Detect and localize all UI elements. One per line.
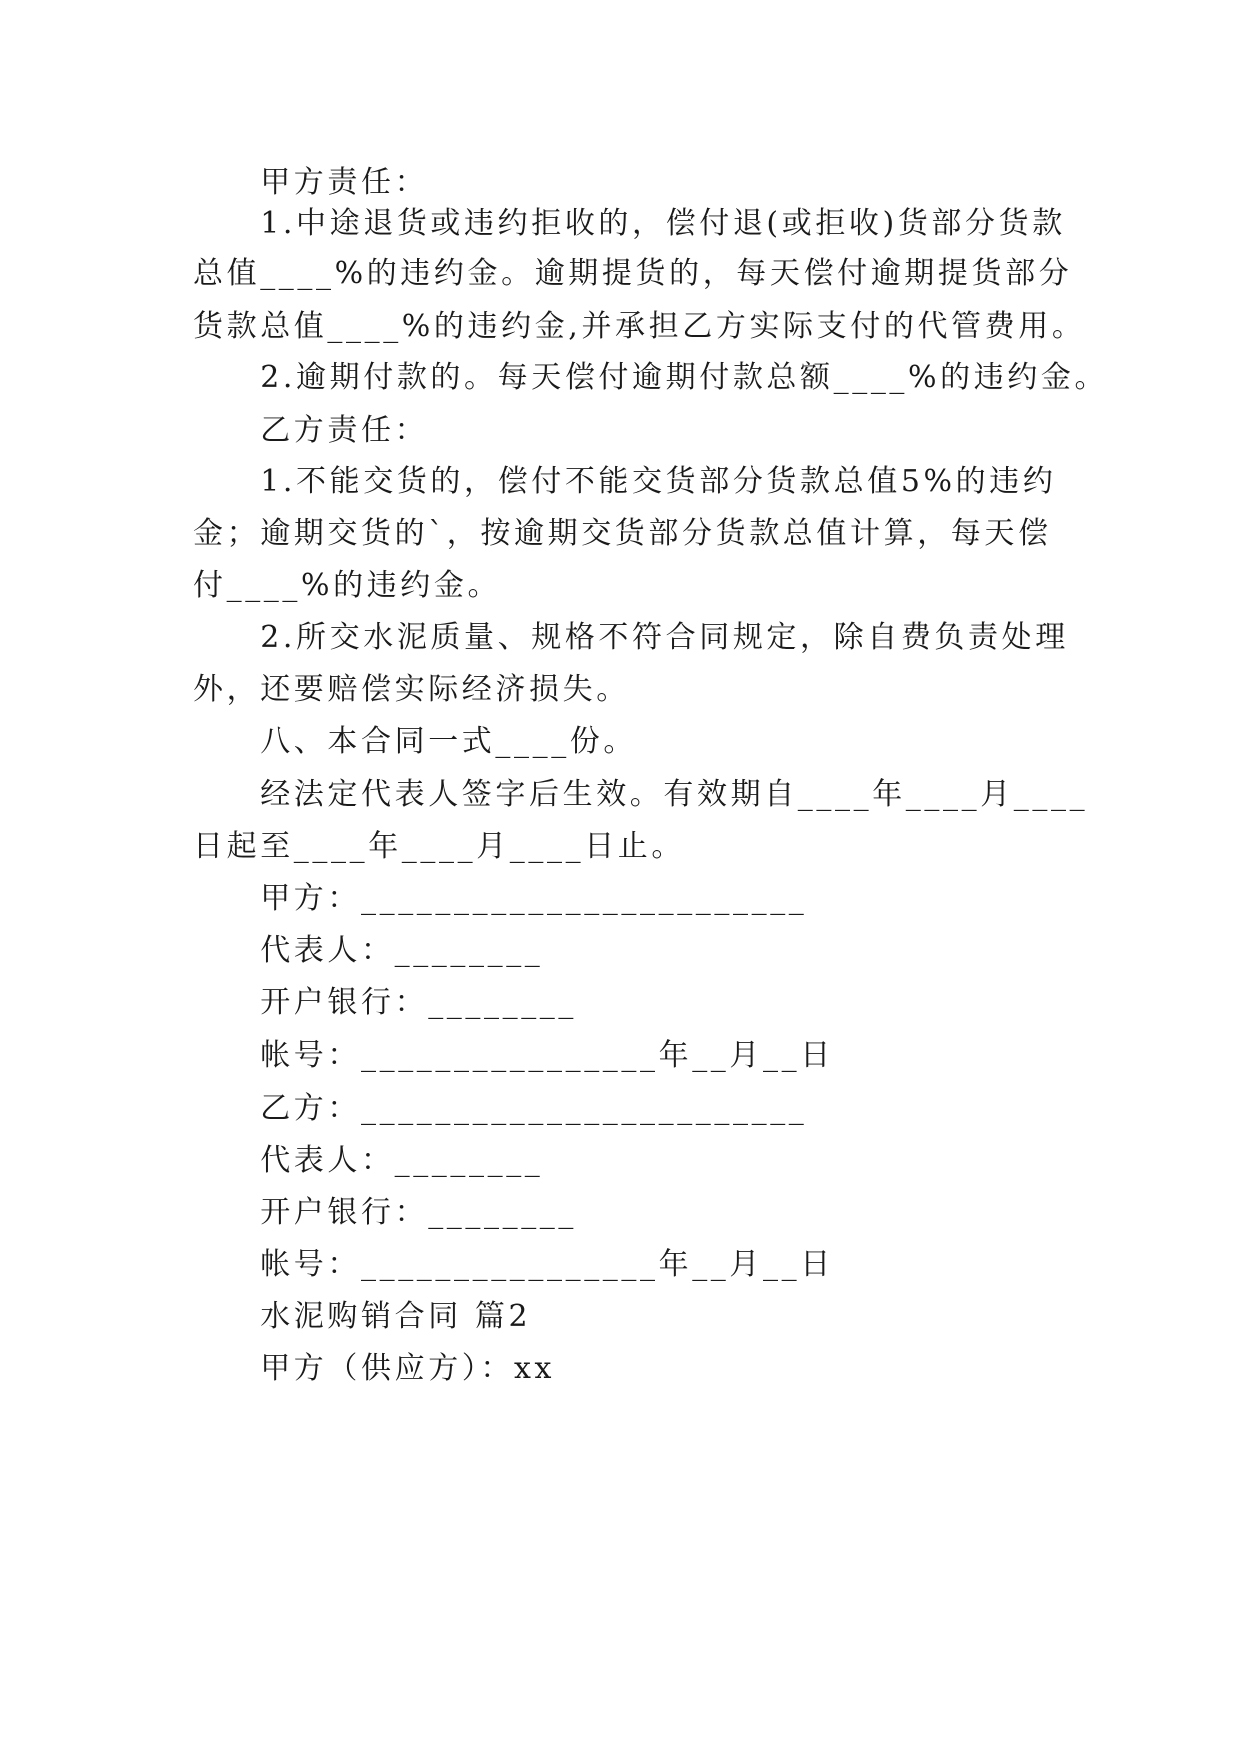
text-line: 乙方：________________________ bbox=[193, 1091, 808, 1126]
text-line: 甲方责任： bbox=[193, 165, 429, 200]
text-line: 帐号：________________年__月__日 bbox=[193, 1247, 834, 1282]
text-line: 货款总值____%的违约金,并承担乙方实际支付的代管费用。 bbox=[193, 309, 1086, 344]
text-line: 外，还要赔偿实际经济损失。 bbox=[193, 672, 630, 707]
text-line: 1.不能交货的，偿付不能交货部分货款总值5%的违约 bbox=[193, 464, 1057, 499]
text-line: 甲方（供应方）：xx bbox=[193, 1351, 556, 1386]
text-line: 代表人：________ bbox=[193, 1143, 544, 1178]
text-line: 1.中途退货或违约拒收的，偿付退(或拒收)货部分货款 bbox=[193, 206, 1066, 241]
text-line: 金；逾期交货的`，按逾期交货部分货款总值计算，每天偿 bbox=[193, 516, 1052, 551]
section-heading: 水泥购销合同 篇2 bbox=[193, 1299, 532, 1334]
text-line: 开户银行：________ bbox=[193, 985, 577, 1020]
text-line: 帐号：________________年__月__日 bbox=[193, 1038, 834, 1073]
text-line: 乙方责任： bbox=[193, 413, 429, 448]
text-line: 总值____%的违约金。逾期提货的，每天偿付逾期提货部分 bbox=[193, 256, 1073, 291]
text-line: 代表人：________ bbox=[193, 933, 544, 968]
text-line: 付____%的违约金。 bbox=[193, 568, 502, 603]
text-line: 开户银行：________ bbox=[193, 1195, 577, 1230]
text-line: 经法定代表人签字后生效。有效期自____年____月____ bbox=[193, 777, 1089, 812]
text-line: 八、本合同一式____份。 bbox=[193, 724, 637, 759]
text-line: 2.逾期付款的。每天偿付逾期付款总额____%的违约金。 bbox=[193, 360, 1109, 395]
text-line: 日起至____年____月____日止。 bbox=[193, 829, 685, 864]
text-line: 2.所交水泥质量、规格不符合同规定，除自费负责处理 bbox=[193, 620, 1069, 655]
text-line: 甲方：________________________ bbox=[193, 881, 808, 916]
